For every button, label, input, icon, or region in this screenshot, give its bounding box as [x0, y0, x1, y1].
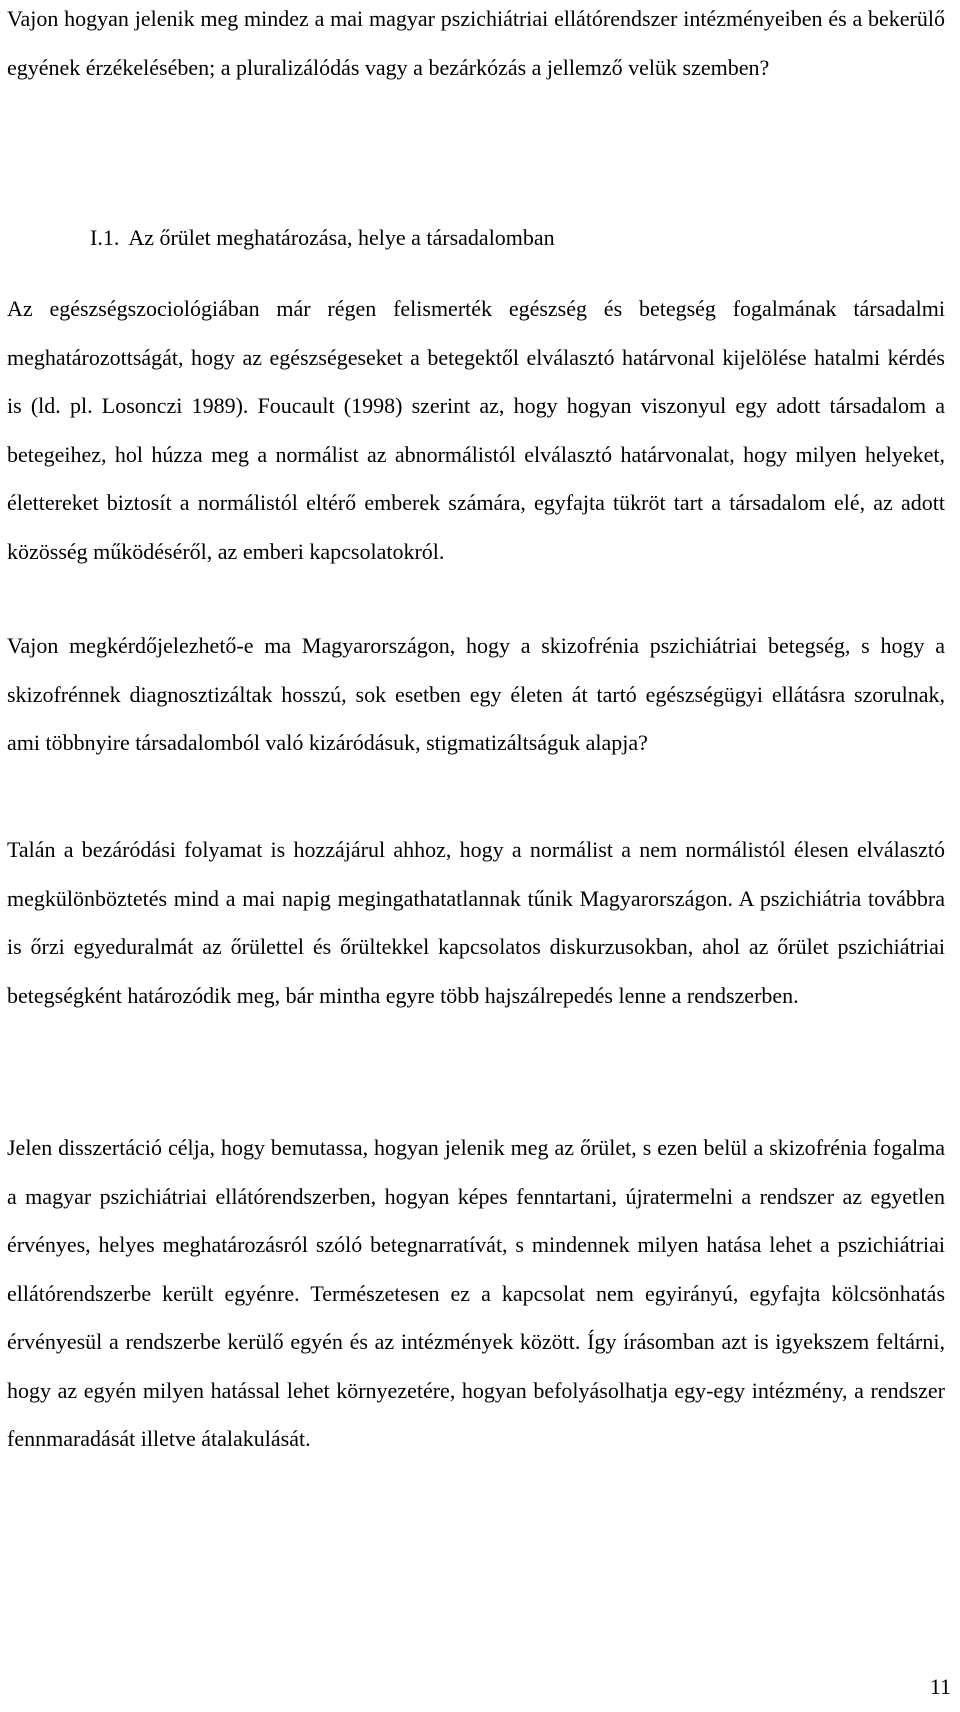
section-heading [90, 214, 555, 262]
section-number: I.1. [90, 225, 120, 250]
paragraph-definition-of-madness: Az egészségszociológiában már régen felismerték egészség és betegség fogalmának társadalmi meghatározottságát, hogy az egészségeseket a betegektől elválasztó határvonal kijelölése hatalmi kérdés is (ld. pl. Losonczi 1989). Foucault (1998) szerint az, hogy hogyan viszonyul egy adott társadalom a betegeihez, hol húzza meg a normálist az abnormálistól elválasztó határvonalat, hogy milyen helyeket, élettereket biztosít a normálistól eltérő emberek számára, egyfajta tükröt tart a társadalom elé, az adott közösség működéséről, az emberi kapcsolatokról. [7, 296, 945, 564]
intro-paragraph: Vajon hogyan jelenik meg mindez a mai magyar pszichiátriai ellátórendszer intézményeiben és a bekerülő egyének érzékelésében; a pluralizálódás vagy a bezárkózás a jellemző velük szemben? [7, 6, 945, 80]
paragraph-schizophrenia-question: Vajon megkérdőjelezhető-e ma Magyarországon, hogy a skizofrénia pszichiátriai betegség, s hogy a skizofrénnek diagnosztizáltak hosszú, sok esetben egy életen át tartó egészségügyi ellátásra szorulnak, ami többnyire társadalomból való kizáródásuk, stigmatizáltságuk alapja? [7, 633, 945, 755]
paragraph-closing-process: Talán a bezáródási folyamat is hozzájárul ahhoz, hogy a normálist a nem normálistól élesen elválasztó megkülönböztetés mind a mai napig megingathatatlannak tűnik Magyarországon. A pszichiátria továbbra is őrzi egyeduralmát az őrülettel és őrültekkel kapcsolatos diskurzusokban, ahol az őrület pszichiátriai betegségként határozódik meg, bár mintha egyre több hajszálrepedés lenne a rendszerben. [7, 837, 945, 1008]
page-number: 11 [929, 1674, 951, 1699]
section-title: Az őrület meghatározása, helye a társadalomban [128, 225, 555, 250]
paragraph-dissertation-aim: Jelen disszertáció célja, hogy bemutassa, hogyan jelenik meg az őrület, s ezen belül a skizofrénia fogalma a magyar pszichiátriai ellátórendszerben, hogyan képes fenntartani, újratermelni a rendszer az egyetlen érvényes, helyes meghatározásról szóló betegnarratívát, s mindennek milyen hatása lehet a pszichiátriai ellátórendszerbe került egyénre. Természetesen ez a kapcsolat nem egyirányú, egyfajta kölcsönhatás érvényesül a rendszerbe kerülő egyén és az intézmények között. Így írásomban azt is igyekszem feltárni, hogy az egyén milyen hatással lehet környezetére, hogyan befolyásolhatja egy-egy intézmény, a rendszer fennmaradását illetve átalakulását. [7, 1135, 945, 1451]
